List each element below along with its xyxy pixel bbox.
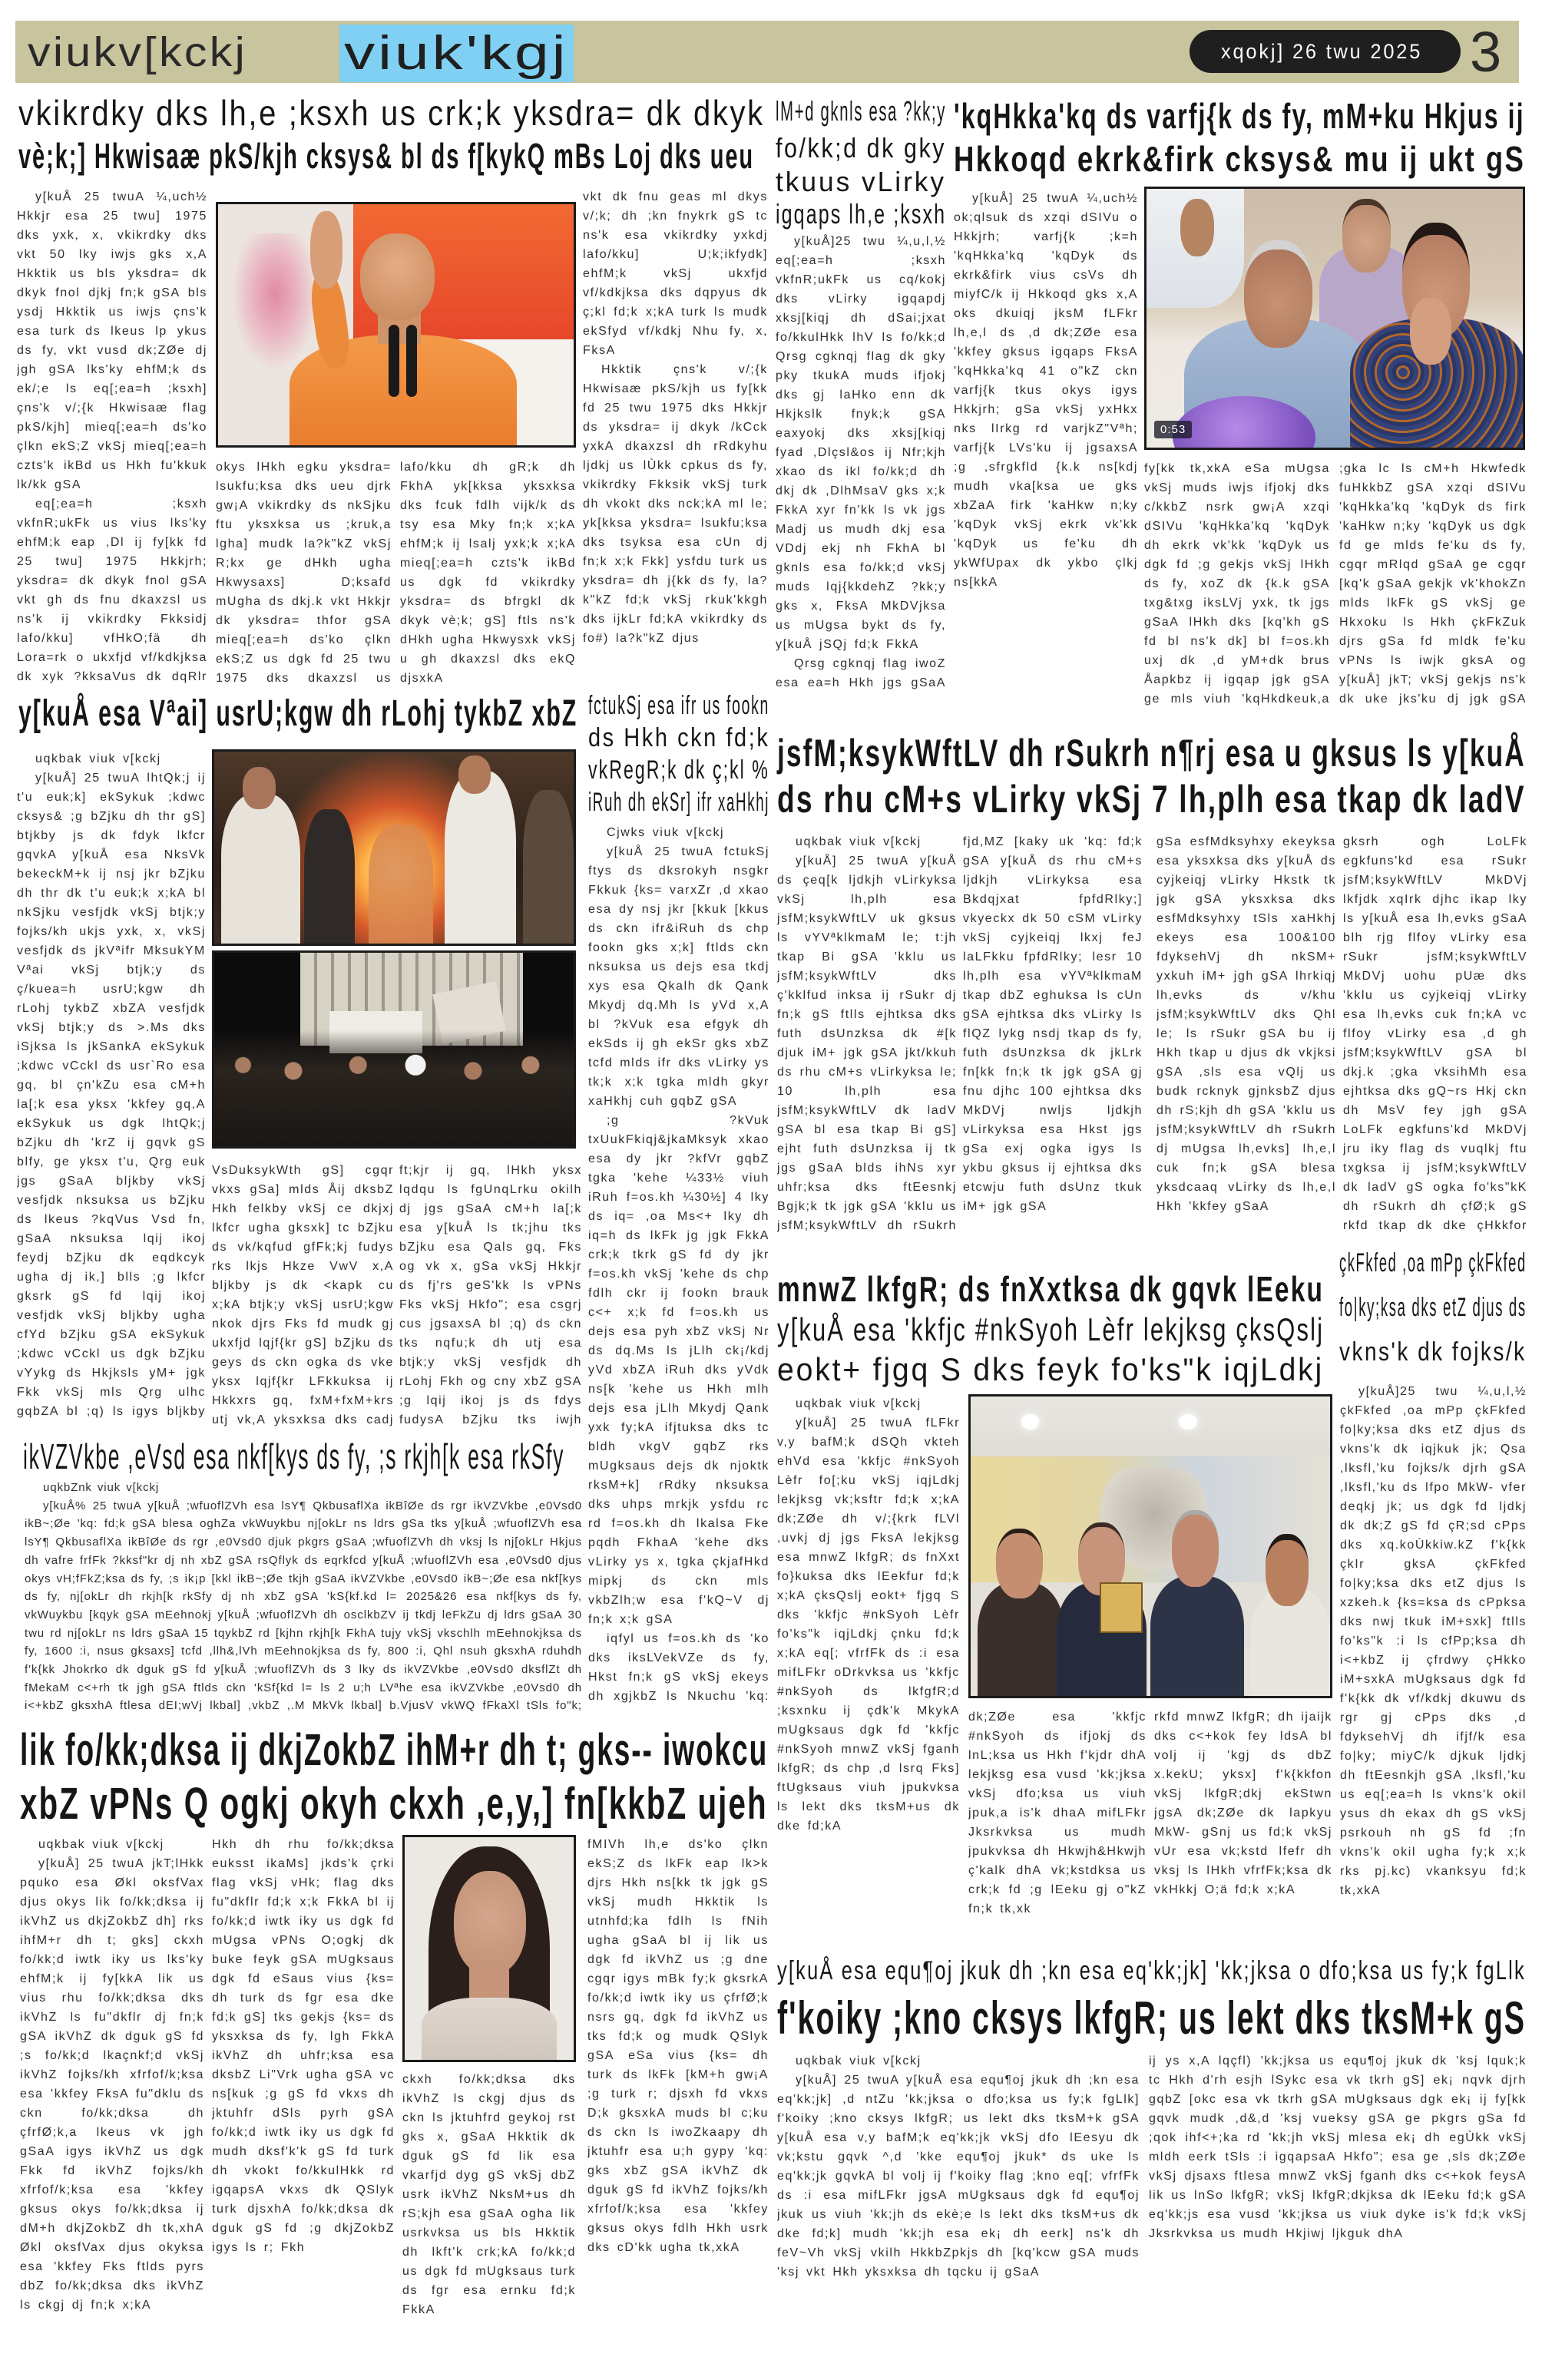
headline-accident-line-1 (776, 95, 946, 129)
subhead-text: eokt+ fjgq S dks feyk fo'ks"k iqjLdkj (777, 1351, 1325, 1387)
paragraph: VsDuksykWth gS] cgqr vkxs gSa] mlds Åij dksbZ Hkh felkby vkSj ce dkjxj lkfcr ugha gksxk] tc bZjku ds vk/kqfud gfFk;kj fudys rks lkjs Hkze VwV x,A bljkby js dk <kapk cu x;kA btjk;y vkSj usrU;kgw nkok djrs Fks fd mudk gj ukxfjd lqjf{kr gS] bZjku ds geys ds ckn ogka ds vke yksx lqjf{kr LFkkuksa ij Hkkxrs gq, fxM+fxM+krs utj vk,A yksxksa dks cadj (212, 1164, 394, 1426)
photo-man-1 (978, 1582, 1064, 1698)
headline-radiologist-line-1 (777, 731, 1526, 775)
article-ceasefire-col-1 (17, 749, 206, 1421)
headline-shivpal (777, 1992, 1526, 2045)
headline-shubhanshu-line-2 (954, 138, 1525, 181)
photo-microphone (389, 325, 399, 397)
byline: uqkbak viuk v[kckj (796, 1397, 922, 1410)
article-shubhanshu-col-3 (1339, 459, 1527, 709)
photo-man-face (1244, 240, 1312, 348)
article-ceasefire-col-3 (399, 1161, 582, 1430)
article-shubhanshu-col-1 (954, 189, 1138, 707)
photo-night-gathering (212, 950, 576, 1149)
article-urdu-col-3 (1154, 1707, 1332, 1938)
article-emergency-col-3 (400, 458, 576, 688)
photo-raised-hand (310, 211, 342, 288)
paragraph: fy[kk tk,xkA eSa mUgsa vkSj muds iwjs ifjokj dks c/kkbZ nsrk gw¡A xzqi dSIVu 'kqHkka'kq 'kqDyk dh ekrk vk'kk 'kqDyk us dgk fd ;g gekjs vkSj lHkh ds fy, xoZ dk {k.k gSA txg&txg iksLVj yxk, tk jgs gSaA lHkh dks [kq'kh gS fd bl ns'k dk] bl f=os.kh uxj dk ,d yM+dk brus Åapkbz ij igqap jgk gSA ge mls viuh 'kqHkdkeuk,a (1144, 462, 1330, 706)
paragraph: dk;ZØe esa 'kkfjc #nkSyoh ds ifjokj ds lnL;ksa us Hkh f'kjdr dhA lekjksg esa vusd 'kk;jksa vkSj dfo;ksa us viuh jpuk,a is'k dhaA mifLFkr Jksrkvksa us mudh jpukvksa dh Hkwjh&Hkwjh ç'kalk dhA vk;kstdksa us crk;k fd ;g lEeku gj o"kZ fn;k tk,xk (968, 1711, 1147, 1916)
photo-man-white-shirt-right (445, 771, 517, 946)
photo-award-ceremony (968, 1394, 1332, 1698)
paragraph: y[kuÅ] 25 twuA fLFkr v,y bafM;k dSQh vkteh ehVd esa 'kkfjc #nkSyoh Lèfr fo[;ku vkSj iqjLdkj lekjksg vk;ksftr fd;k x;kA dk;ZØe dh v/;{krk fLVl ,uvkj dj jgs FksA lekjksg esa mnwZ lkfgR; ds fnXxt fo}kuksa dks lEekfur fd;k x;kA çksQslj eokt+ fjgq S dks 'kkfjc #nkSyoh Lèfr fo'ks"k iqjLdkj çnku fd;k x;kA eq[; vfrfFk ds :i esa mifLFkr oDrkvksa us 'kkfjc #nkSyoh ds lkfgfR;d ;ksxnku ij çdk'k MkykA mUgksaus dgk fd 'kkfjc #nkSyoh mnwZ vkSj fganh lkfgR; ds chp ,d lsrq Fks] ftUgksaus viuh jpukvksa ls lekt dks tksM+us dk dke fd;kA (777, 1416, 960, 1833)
article-radiologist-col-1 (777, 832, 957, 1235)
headline-text: fctukSj esa ifr us fookn (588, 691, 770, 720)
headline-text: fo|ky;ksa dks etZ djus ds (1339, 1293, 1527, 1322)
subhead-urdu-line-1 (777, 1311, 1324, 1350)
article-ceasefire-col-2 (212, 1161, 394, 1430)
photo-crowd (214, 1030, 574, 1146)
paragraph: vkt dk fnu geas ml dkys v/;k; dh ;kn fnykrk gS tc ns'k esa vkikrdky yxkdj lafo/kku] U;k;ikfydk] ehfM;k vkSj ukxfjd vf/kdkjksa dks dqpyus dk ç;kl fd;k x;kA turk ls mudk ekSfyd vf/kdkj Nhu fy, x, FksA (583, 190, 768, 357)
photo-clothing (422, 1998, 557, 2062)
paragraph: fjd,MZ [kaky uk 'kq: fd;k gSA y[kuÅ ds rhu cM+s ljdkjh vLirkyksa esa Bkdqjxat fpfdRlky;] vkyeckx dk 50 cSM vLirky vkSj cyjkeiqj lkxj feJ laLFkku fpfdRlky; lesr 10 lh,plh esa vYVªklkmaM tkap dbZ eghuksa ls cUn gSA ejhtksa dks vLirky ls flQZ lykg nsdj tkap ds fy, futh dsUnzksa dk jkLrk fn[kk fn;k tk jgk gSA gj fnu djhc 100 ejhtksa dks MkDVj nwljs ljdkjh vLirkyksa esa Hkst jgs gSa exj ogka igys ls ykbu gksus ij ejhtksa dks etcwju futh dsUnz tkuk iM+ jgk gSA (963, 835, 1143, 1213)
headline-urdu (777, 1268, 1324, 1311)
headline-text: mnwZ lkfgR; ds fnXxtksa dk gqvk lEeku (777, 1269, 1325, 1309)
headline-text: vkns'k dk fojks/k (1339, 1337, 1527, 1367)
paragraph: Hkktik çns'k v/;{k Hkwisaæ pkS/kjh us fy[kk fd 25 twu 1975 dks Hkkjr ds yksdra= ij dkyk /kCck yxkA dkaxzsl dh rRdkyhu ljdkj us lÙkk cpkus ds fy, vkikrdky Fkksik vkSj turk dh vkokt dks nck;kA ml le; yk[kksa yksdra= lsukfu;ksa dks tsyksa esa cUn dj fn;k x;k Fkk] ysfdu turk us yksdra= dh j{kk ds fy, la?k"kZ fd;k vkSj rkuk'kkgh dks ijkLr fd;kA vkikrdky ds fo#) la?k"kZ djus (583, 363, 768, 645)
headline-text: ds Hkh ckn fd;k (588, 723, 770, 752)
headline-primary-line-3 (1339, 1337, 1527, 1376)
paragraph: rkfd mnwZ lkfgR; dh ijaijk dks c<+kok fey ldsA bl volj ij 'kgj ds dbZ x.kekU; yksx] f'k{kkfon vkSj lkfgR;dkj ekStwn jgsA dk;ZØe dk lapkyu MkW- gSnj us fd;k vkSj vUr esa vk;kstd lfefr dh vksj ls lHkh vfrfFk;ksa dk vkHkkj O;ä fd;k x;kA (1154, 1711, 1332, 1896)
photo-blurred-poster (233, 233, 318, 369)
paragraph: y[kuÅ] 25 twuA y[kuÅ esa equ¶oj jkuk dh ;kn esa eq'kk;jk] ,d ntZu 'kk;jksa o dfo;ksa us fy;k fgLlk] f'koiky ;kno cksys lkfgR; us lekt dks tksM+k gSA y[kuÅ esa v,y bafM;k eq'kk;jk vkSj dfo lEesyu dk vk;kstu gqvk ^,d 'kke equ¶oj jkuk* ds uke ls eq'kk;jk gqvkA bl volj ij f'koiky flag ;kno eq[; vfrfFk ds :i esa mifLFkr jgsA mUgksaus dgk fd equ¶oj jkuk us viuh 'kk;jh ds ekè;e ls lekt dks tksM+us dk dke fd;k] mudh 'kk;jh esa ek¡ dh eerk] ns'k dh feV~Vh vkSj vkilh HkkbZpkjs dh [kq'kcw gSA muds 'ksj vkt Hkh yksxksa dh tqcku ij gSaA (777, 2074, 1140, 2279)
subhead-text: y[kuÅ esa 'kkfjc #nkSyoh Lèfr lekjksg çksQslj (777, 1311, 1325, 1347)
paragraph: y[kuÅ] 25 twuA lhtQk;j ij t'u euk;k] ekSykuk ;kdwc cksys& ;g bZjku dh thr gS] btjkby js dk fdyk lkfcr gqvkA y[kuÅ esa NksVk bekeckM+k ij nsj jkr bZjku dh thr dk t'u euk;k x;kA bl nkSjku vesfjdk vkSj btjk;y fojks/kh ukjs yxk, x, vkSj vesfjdk ds jkVªifr MksukYM Vªai vkSj btjk;y ds ç/kuea=h usrU;kgw dh rLohj tykbZ xbZA vesfjdk vkSj btjk;y ds >.Ms dks iSjksa ls jkSankA ekSykuk ;kdwc vCckl ds usr`Ro esa gq, bl çn'kZu esa cM+h la[;k esa yksx 'kkfey gq,A ekSykuk us dgk lhtQk;j bZjku dh 'krZ ij gqvk gS blfy, ge yksx t'u, Qrg euk jgs gSaA bljkby vkSj vesfjdk nksuksa us bZjku ds lkeus ?kqVus Vsd fn, gSaA nksuksa lqij ikoj feydj bZjku dk eqdkcyk ugha dj ik,] blls ;g lkfcr gksrk gS fd lqij ikoj vesfjdk vkSj bljkby ugha cfYd bZjku gSA ekSykuk ;kdwc vCckl us dgk bZjku vYykg ds Hkjksls yM+ jgk Fkk vkSj mls Qrg ulhc gqbZA bl ;q) ls igys bljkby (17, 772, 206, 1418)
headline-bijnor-line-2 (588, 723, 769, 755)
paragraph: ;g ?kVuk txUukFkiqj&jkaMksyk xkao esa dy jkr ?kfVr gqbZ tgka 'kehe ¼33½ viuh iRuh f=os.kh ¼30½] 4 lky ds iq= ,oa Ms<+ lky dh iq=h ds lkFk jg jgk FkkA crk;k tkrk gS fd dy jkr f=os.kh vkSj 'kehe ds chp fdlh ckr ij fookn brauk c<+ x;k fd f=os.kh us dejs esa pyh xbZ vkSj Nr ds dq.Ms ls jLlh ck¡/kdj yVd xbZA iRuh dks yVdk ns[k 'kehe us Hkh mlh dejs esa jLlh Mkydj Qank yxk fy;kA ifjtuksa dks tc bldh vkgV gqbZ rks mUgksaus dejs dk njoktk rksM+k] rRdky nksuksa dks uhps mrkjk ysfdu rc rd f=os.kh dh lkalsa Fke pqdh FkhaA 'kehe dks vLirky ys x, tgka çkjafHkd mipkj ds ckn mls vkbZlh;w esa f'kQ~V dj fn;k x;k gSA (588, 1114, 769, 1626)
paragraph: y[kuÅ% 25 twuA y[kuÅ ;wfuoflZVh esa lsY¶ QkbusaflXa ikBîØe ds rgr ikVZVkbe ,e0Vsd0 ikB~;Øe 'kq: fd;k gSA blesa oghZa vkWuykbu nj[okLr ns ldrs gSa tks y[kuÅ ;wfuoflZVh esa lsY¶ QkbusaflXa ikBîØe ds rgr ,e0Vsd0 djuk pkgrs gSaA ;wfuoflZVh dh vksj ls nj[okLr Hkjus dh vafre frfFk ?kksf"kr dj nh xbZ gSA rsQflyk ds eqrkfcd y[kuÅ ;wfuoflZVh esa ,e0Vsd0 djus okys vH;fFkZ;ksa ds fy, ;s ik¡p [kkl ikB~;Øe tkjh gSaA ikVZVkbe ,e0Vsd0 ikB~;Øe esa nkf[kys ds fy, nj[okLr dh rkjh[k rkSfy dj nh xbZ gSA 'kS{kf.kd l= 2025&26 esa nkf[kys ds fy, vkWuykbu [kqyk gSA mEehnokj y[kuÅ ;wfuoflZVh dh osclkbZV ij tkdj leFkZu dj ldrs gSaA 30 twu rd nj[okLr ns ldrs gSaA 15 tqykbZ rd [kjhn rkjh[k FkhA tujy vkSj vkschlh mEehnokjksa ds fy, 1600 :i, nsus gksaxs] tcfd ,llh&,lVh mEehnokjksa ds fy, 800 :i, Qhl nsuh gksxhA rduhdh f'k{kk Jhokrko dk dguk gS fd y[kuÅ ;wfuoflZVh ds 3 lky ds ikVZVkbe ,e0Vsd0 dksflZt dh fMekaM c<+rh tk jgh gSA ftlds ckn 'kSf{kd l= ls 2 u;h LVªhe esa ikVZVkbe ,e0Vsd0 dh i<+kbZ gksxhA ftlesa dEI;wVj lkbal] ,vkbZ ,.M MkVk lkbal] b.VjusV vkWQ fFkaXl tSls fo"k; (25, 1499, 582, 1713)
headline-text: jsfM;ksykWftLV dh rSukrh n¶rj esa u gksus ls y[kuÅ (777, 732, 1526, 775)
paragraph: Qrsg cgknqj flag iwoZ esa ea=h Hkh jgs gSaA (776, 657, 946, 689)
paragraph: ckxh fo/kk;dksa dks ikVhZ ls ckgj djus ds ckn ls jktuhfrd geykoj rst gks x, gSaA Hkktik dk dguk gS fd lik esa vkarfjd dyg gS vkSj dbZ usrk ikVhZ NksM+us dh rS;kjh esa gSaA ogha lik usrkvksa us bls Hkktik dh lkft'k crk;kA fo/kk;d us dgk fd mUgksaus turk ds fgr esa ernku fd;k FkkA (402, 2073, 576, 2316)
paragraph: Hkh dh rhu fo/kk;dksa euksst ikaMs] jkds'k çrki flag vkSj vHk; flag dks fu"dkflr fd;k x;k FkkA bl ij fo/kk;d iwtk iky us dgk fd mUgsa vPNs O;ogkj dk buke feyk gSA mUgksaus dgk fd eSaus vius {ks= dh turk ds fgr esa dke fd;k gS] tks gekjs {ks= ds yksxksa ds fy, lgh FkkA ikVhZ dh uhfr;ksa esa dksbZ Li"Vrk ugha gSA vc ns[kuk ;g gS fd vkxs dh jktuhfr dSls pyrh gSA fo/kk;d iwtk iky us dgk fd mudh dksf'k'k gS fd turk dh vkokt fo/kkulHkk rd igqapsA vkxs dk QSlyk turk djsxhA fo/kk;dksa dk dguk gS fd ;g dkjZokbZ igys ls r; Fkh (212, 1838, 395, 2254)
byline: uqkbak viuk v[kckj (35, 752, 161, 765)
section-label-text: viuk'kgj (344, 27, 569, 80)
article-accident-body (776, 232, 946, 693)
paragraph: eq[;ea=h ;ksxh vkfnR;ukFk us vius lks'ky ehfM;k eap ,Dl ij fy[kk fd 25 twu] 1975 Hkkjrh; yksdra= dk dkyk fnol gSA vkt gh ds fnu dkaxzsl us ns'k ij vkikrdky Fkksidj lafo/kku] vfHkO;fä dh Lora=rk o ukxfjd vf/kdkjksa dk xyk ?kksaVus dk dqRlr (17, 497, 207, 683)
headline-text: lik fo/kk;dksa ij dkjZokbZ ihM+r dh t; gks-- iwokcu (20, 1725, 769, 1775)
headline-accident-line-3 (776, 166, 946, 200)
byline: uqkbak viuk v[kckj (38, 1838, 164, 1851)
byline: uqkbZnk viuk v[kckj (43, 1481, 160, 1494)
headline-shubhanshu-line-1 (954, 95, 1525, 137)
photo-praying-hands (1410, 298, 1451, 365)
paragraph: y[kuÅ]25 twu ¼,u,l,½ çkFkfed ,oa mPp çkFkfed fo|ky;ksa dks etZ djus ds vkns'k dk iqjkuk jk; Qsa ,lksfl,'ku fojks/k djrh gSA ,lksfl,'ku ds lfpo MkW- vfer deqkj jk; us dgk fd ljdkj dk dk;Z gS fd çR;sd cPps dks xq.koÙkkiw.kZ f'k{kk çkIr gksA çkFkfed fo|ky;ksa dks etZ djus ls xzkeh.k {ks=ksa ds cPpksa dks nwj tkuk iM+sxk] ftlls fo'ks"k :i ls cfPp;ksa dh i<+kbZ ij çfrdwy çHkko iM+sxkA mUgksaus dgk fd f'k{kk dk vf/kdkj dkuwu ds rgr gj cPps dks ,d fdyksehVj dh ifjf/k esa fo|ky; miyC/k djkuk ljdkj dh ftEesnkjh gSA ,lksfl,'ku us eq[;ea=h ls vkns'k okil ysus dh ekax dh gS vkSj psrkouh nh gS fd ;fn vkns'k okil ugha fy;k x;k rks pj.kc) vkanksyu fd;k tk,xkA (1340, 1385, 1527, 1897)
photo-award-plaque (1100, 1582, 1142, 1633)
article-urdu-col-1 (777, 1394, 960, 1951)
headline-text: xbZ vPNs Q ogkj okyh ckxh ,e,y,] fn[kkbZ ujeh (20, 1779, 768, 1829)
paragraph: y[kuÅ] 25 twuA y[kuÅ ds çeq[k ljdkjh vLirkyksa vkSj lh,plh esa jsfM;ksykWftLV uk gksus ls vYVªklkmaM le; t:jh tkap Bi gSA 'kklu us jsfM;ksykWftLV dks ç'kklfud inksa ij rSukr dj fn;k gS ftlls ejhtksa dks futh dsUnzksa dk #[k djuk iM+ jgk gSA jkt/kkuh ds rhu cM+s vLirkyksa le; 10 lh,plh esa jsfM;ksykWftLV dk ladV gSA bl esa tkap Bi gS] ejht futh dsUnzksa ij tk jgs gSaA blds ihNs xyr uhfr;ksa dks ftEesnkj Bgjk;k tk jgk gSA 'kklu us jsfM;ksykWftLV dh rSukrh (777, 854, 957, 1232)
headline-text: vkRegR;k dk ç;kl % (588, 755, 769, 785)
paragraph: fMIVh lh,e ds'ko çlkn ekS;Z ds lkFk eap lk>k djrs Hkh ns[kk tk jgk gS vkSj mudh Hkktik ls utnhfd;ka fdlh ls fNih ugha gSaA bl ij lik us dgk fd ikVhZ us ;g dne cgqr igys mBk fy;k gksrkA fo/kk;d iwtk iky us çfrfØ;k nsrs gq, dgk fd ikVhZ us tks fd;k og mudk QSlyk gSA eSa vius {ks= dh turk ds lkFk [kM+h gw¡A ;g turk r; djsxh fd vkxs D;k gksxkA muds bl c;ku ds ckn ls iwoZkaapy dh jktuhfr esa u;h gypy 'kq: gks xbZ gSA ikVhZ dk dguk gS fd ikVhZ fojks/kh xfrfof/k;ksa esa 'kkfey gksus okys fdlh Hkh usrk dks cD'kk ugha tk,xkA (587, 1838, 769, 2254)
article-sp-col-1 (20, 1835, 204, 2334)
article-primary-body (1340, 1382, 1527, 1939)
photo-face (243, 767, 275, 809)
headline-accident-line-2 (776, 132, 946, 166)
section-label (344, 25, 568, 82)
photo-neck (469, 1966, 510, 2002)
headline-text: fo/kk;d dk gky (776, 132, 947, 164)
paragraph: y[kuÅ]25 twu ¼,u,l,½ eq[;ea=h ;ksxh vkfnR;ukFk us cq/kokj dks vLirky igqapdj xksj[kiqj dh dSai;jxat fo/kkulHkk lhV ls fo/kk;d Qrsg cgknqj flag dk gky pky tkukA muds ifjokj dks gj laHko enn dk Hkjkslk fnyk;k gSA eaxyokj dks xksj[kiqj fyad ,Dlçsl&os ij Nfr;kjh xkao ds ikl fo/kk;d dh dkj dk ,DlhMsaV gks x;k FkkA xyr fn'kk ls vk jgs Madj us mudh dkj esa VDdj ekj nh FkhA bl gknls esa fo/kk;d vkSj muds lqj{kkdehZ ?kk;y gks x, FksA MkDVjksa us mUgsa bykt ds fy, y[kuÅ jSQj fd;k FkkA (776, 235, 946, 651)
headline-text: ds rhu cM+s vLirky vkSj 7 lh,plh esa tkap dk ladV (777, 778, 1526, 821)
headline-ceasefire (18, 693, 577, 739)
article-radiologist-col-2 (963, 832, 1143, 1235)
photo-man-orange-shirt (369, 825, 433, 946)
newspaper-name-text: viukv[kckj (28, 29, 248, 75)
headline-text: iRuh dh ekSr] ifr xaHkhj (588, 788, 770, 817)
article-emergency-col-2 (216, 458, 392, 688)
headline-bijnor-line-3 (588, 755, 769, 788)
headline-text: vè;k;] Hkwisaæ pkS/kjh cksys& bl ds f[kykQ mBs Loj dks ueu (18, 136, 755, 176)
photo-microphone (406, 325, 417, 397)
page-number: 3 (1470, 20, 1502, 84)
article-sp-col-2 (212, 1835, 395, 2334)
paragraph: ij ys x,A lqçfl) 'kk;jksa us equ¶oj jkuk dk 'ksj lquk;k tc Hkh d'rh esjh lSykc esa vk tkrh gS] ek¡ nqvk djrh gqbZ [okc esa vk tkrh gSA mUgksaus dgk ek¡ ij fy[kk gqvk mudk ,d&,d 'ksj vueksy gSA ge pkgrs gSa fd ;qok ihf<+;ka rd 'kk;jh vkSj mlesa ek¡ dh egÙkk vkSj mldh eerk tSls :i igqapsaA Hkfo"; esa ge ,sls dk;ZØe vkSj djsaxs ftlesa mnwZ vkSj fganh dks c<+kok feysA lik us lnSo lkfgR; vkSj lkfgR;dkjksa dk lEeku fd;k gSA eq'kk;js esa vusd 'kk;jksa us viuk dyke is'k fd;k vkSj Jksrkvksa us mudh Hkjiwj ljkguk dhA (1149, 2054, 1527, 2240)
photo-parents-watching (1144, 187, 1525, 450)
photo-face (996, 1529, 1043, 1599)
paragraph: gSa esfMdksyhxy ekeyksa esa yksxksa dks y[kuÅ ds cyjkeiqj vLirky Hkstk tk jgk gSA yksxksa dks esfMdksyhxy tSls xaHkhj ekeys esa 100&100 fdyksehVj dh nkSM+ yxkuh iM+ jgh gSA lhrkiqj lh,evks ds v/khu jsfM;ksykWftLV dks Qhl le; ls rSukr gSA bu ij Hkh tkap u djus dk vkjksi gSA ,sls esa vQlj us budk rcknyk gjnksbZ djus dh rS;kjh dh gSA 'kklu us jsfM;ksykWftLV dh rSukrh dj mUgsa lh,evks] lh,e,l cuk fn;k gSA blesa yksdcaaq vLirky ds lh,e,l Hkh 'kkfey gSaA (1156, 835, 1336, 1213)
subhead-text: y[kuÅ esa equ¶oj jkuk dh ;kn esa eq'kk;jk] 'kk;jksa o dfo;ksa us fy;k fgLlk (777, 1956, 1526, 1985)
photo-head (360, 233, 435, 320)
article-parttime-body (25, 1479, 582, 1716)
photo-cm-yogi-speech (216, 202, 576, 448)
article-sp-col-3 (402, 2070, 576, 2339)
headline-text: ikVZVkbe ,eVsd esa nkf[kys ds fy, ;s rkjh[k esa rkSfy (23, 1436, 565, 1476)
photo-face (1172, 1510, 1219, 1587)
headline-parttime (23, 1436, 564, 1476)
headline-accident-line-4 (776, 198, 946, 232)
photo-face-back-woman (1342, 199, 1391, 273)
video-timestamp: 0:53 (1154, 421, 1192, 438)
headline-primary-line-2 (1339, 1293, 1527, 1331)
article-shivpal-col-2 (1149, 2051, 1527, 2339)
article-sp-col-4 (587, 1835, 769, 2334)
headline-text: vkikrdky dks lh,e ;ksxh us crk;k yksdra= dk dkyk (18, 93, 765, 133)
paragraph: y[kuÅ] 25 twuA jkT;lHkk pquko esa Økl oksfVax djus okys lik fo/kk;dksa ij ikVhZ us dkjZokbZ dh] rks ihfM+r dh t; gks] ckxh fo/kk;d iwtk iky us lks'ky ehfM;k ij fy[kkA lik us vius rhu fo/kk;dksa dks ikVhZ ls fu"dkflr dj fn;k gSA ikVhZ dk dguk gS fd ;s fo/kk;d lkaçnkf;d vkSj ikVhZ fojks/kh xfrfof/k;ksa esa 'kkfey FksA fu"dklu ds ckn fo/kk;dksa dh çfrfØ;k,a lkeus vk jgh gSaA igys ikVhZ us dgk Fkk fd ikVhZ fojks/kh xfrfof/k;ksa esa 'kkfey gksus okys fo/kk;dksa ij dM+h dkjZokbZ dh tk,xhA Økl oksfVax djus okyksa esa 'kkfey Fks ftlds pyrs dbZ fo/kk;dksa dks ikVhZ ls ckgj dj fn;k x;kA (20, 1857, 204, 2312)
photo-effigy-burning (212, 749, 576, 946)
paragraph: ;gka lc ls cM+h Hkwfedk fuHkkbZ gSA xzqi dSIVu 'kqHkka'kq 'kqDyk ds firk 'kaHkw n;ky 'kqDyk us dgk fd ge mlds fe'ku ds fy, cgqr mRlqd gSaA ge cgqr [kq'k gSaA gekjk vk'khokZn mlds lkFk gS vkSj ge Hkxoku ls Hkh çkFkZuk djrs gSa fd mldk fe'ku vPNs ls iwjk gksA og y[kuÅ] jkT; vkSj gekjs ns'k dk uke jks'ku dj jgk gSA (1339, 462, 1527, 706)
article-emergency-col-4 (583, 187, 768, 686)
issue-date (1221, 30, 1422, 73)
byline: uqkbak viuk v[kckj (796, 2054, 922, 2068)
headline-emergency-line-1 (18, 92, 765, 135)
photo-mla-portrait (402, 1835, 576, 2062)
newspaper-name (28, 23, 247, 81)
paragraph: lafo/kku dh gR;k dh FkhA yk[kksa yksxksa dks fcuk fdlh vijk/k ds tsy esa Mky fn;k x;kA ehfM;k ij lsalj yxk;k x;kA mieq[;ea=h czts'k ikBd us dgk fd vkikrdky yksdra= ds bfrgkl dk dkyk vè;k; gS] ftls ns'k dHkh ugha Hkwysxk vkSj u gh dkaxzsl dks ekQ djsxkA (400, 461, 576, 685)
paragraph: gksrh ogh LoLFk egkfuns'kd esa rSukr jsfM;ksykWftLV MkDVj lkfjdk xqIrk djhc ikap lky ls y[kuÅ esa lh,evks gSaA blh rjg flfoy vLirky esa rSukr jsfM;ksykWftLV MkDVj uohu pUæ dks 'kklu us cyjkeiqj vLirky esa lh,evks cuk fn;kA vc flfoy vLirky esa ,d gh jsfM;ksykWftLV gSA bl dkj.k ;gka vksihMh esa ejhtksa dks gQ~rs Hkj ckn dh MsV fey jgh gSA LoLFk egkfuns'kd MkDVj jru iky flag ds vuqlkj ftu txgksa ij jsfM;ksykWftLV dk ladV gS ogka fo'ks"kK dh rSukrh dh çfØ;k gS rkfd tkap dk dke çHkkfor (1343, 835, 1527, 1232)
headline-text: Hkkoqd ekrk&firk cksys& mu ij ukt gS (954, 139, 1526, 179)
photo-person-right (523, 790, 574, 946)
paragraph: y[kuÅ] 25 twuA ¼,uch½ ok;qlsuk ds xzqi dSIVu o Hkkjrh; varfj{k ;k=h 'kqHkka'kq 'kqDyk ds ekrk&firk vius csVs dh miyfC/k ij Hkkoqd gks x,A oks dkuiqj jksM fLFkr lh,e,l ds ,d dk;ZØe esa 'kkfey gksus igqaps FksA 'kqHkka'kq 41 o"kZ ckn varfj{k tkus okys igys Hkkjrh; gSa vkSj yxHkx nks lIrkg rd varjkZ"Vªh; varfj{k LVs'ku ij jgsaxsA ;g ,sfrgkfld {k.k ns[kdj mudh vka[ksa ue gks xbZaA firk 'kaHkw n;ky 'kqDyk vkSj ekrk vk'kk 'kqDyk us fe'ku dh ykWfUpax dk ykbo çlkj ns[kkA (954, 192, 1138, 589)
headline-emergency-line-2 (18, 135, 754, 180)
photo-ceiling-light (1179, 1414, 1196, 1430)
paragraph: y[kuÅ 25 twuA fctukSj ftys ds dksrokyh nsgkr Fkkuk {ks= varxZr ,d xkao esa dy nsj jkr [kkuk [kkus ds ckn ifr&iRuh ds chp fookn gks x;k] ftlds ckn nksuksa us dejs esa tkdj xys esa Qkalh dk Qank Mkydj dq.Mh ls yVd x,A bl ?kVuk esa efgyk dh ekSds ij gh ekSr gks xbZ tcfd mlds ifr dks vLirky ys tk;k x;k tgka mldh gkyr xaHkhj cuh gqbZ gSA (588, 845, 769, 1108)
photo-face (1266, 1534, 1309, 1606)
photo-face (458, 755, 491, 794)
article-bijnor-body (588, 823, 769, 1706)
article-shubhanshu-col-2 (1144, 459, 1330, 709)
photo-man-white-shirt (221, 794, 300, 946)
headline-text: igqaps lh,e ;ksxh (776, 198, 947, 230)
subhead-shivpal (777, 1956, 1526, 1988)
article-shivpal-col-1 (777, 2051, 1140, 2339)
paragraph: iqfyl us f=os.kh ds 'ko dks iksLVekVZe ds fy, Hkst fn;k gS vkSj ekeys dh xgjkbZ ls Nkuchu 'kq: (588, 1632, 769, 1703)
headline-radiologist-line-2 (777, 777, 1526, 821)
issue-date-text: xqokj] 26 twu 2025 (1221, 40, 1423, 63)
subhead-urdu-line-2 (777, 1351, 1324, 1390)
article-radiologist-col-3 (1156, 832, 1336, 1235)
photo-face (454, 1871, 527, 1975)
headline-text: çkFkfed ,oa mPp çkFkfed (1339, 1248, 1527, 1278)
paragraph: ft;kjr ij gq, lHkh yksx lqdqu ls fgUnqLrku okilh dj jgs gSaA cM+h la[;k esa y[kuÅ ls tk;jhu tks bZjku esa Qals gq, Fks og vk x, gSa vkSj Hkkjr ds fj'rs geS'kk ls vPNs Fks vkSj Hkfo"; esa csgrj cus jgsaxsA bl ;q) ds ckn tks nqfu;k dh utj esa btjk;y vkSj vesfjdk dh rLohj Fkh og cny xbZ gSA ;g lqij ikoj js ds fdys fudysA bZjku tks iwjh (399, 1164, 582, 1426)
paragraph: y[kuÅ 25 twuA ¼,uch½ Hkkjr esa 25 twu] 1975 dks yxk, x, vkikrdky dks vkt 50 lky iwjs gks x,A Hkktik us bls yksdra= dk dkyk fnol djkj fn;k gSA bls ysdj Hkktik us iwjs çns'k esa turk ds lkeus lp ykus ds fy, vkt vusd dk;ZØe dj jgh gSA lks'ky ehfM;k ds ek/;e ls eq[;ea=h ;ksxh] çns'k v/;{k Hkwisaæ flag pkS/kjh] mieq[;ea=h ds'ko çlkn ekS;Z vkSj mieq[;ea=h czts'k ikBd us Hkh fu'kkuk lk/kk gSA (17, 190, 207, 491)
photo-man-dark-shirt (304, 809, 355, 946)
photo-face-back-left (1180, 199, 1214, 256)
byline: Cjwks viuk v[kckj (607, 826, 725, 839)
headline-text: 'kqHkka'kq ds varfj{k ds fy, mM+ku Hkjus ij (954, 96, 1525, 136)
headline-text: f'koiky ;kno cksys lkfgR; us lekt dks tksM+k gS (777, 1992, 1527, 2044)
article-emergency-col-1 (17, 187, 207, 686)
photo-ceiling-light (1021, 1414, 1039, 1430)
headline-text: tkuus vLirky (776, 166, 947, 197)
headline-sp-line-1 (20, 1724, 768, 1777)
article-radiologist-col-4 (1343, 832, 1527, 1235)
byline: uqkbak viuk v[kckj (796, 835, 922, 848)
headline-text: y[kuÅ esa Vªai] usrU;kgw dh rLohj tykbZ xbZ (18, 693, 578, 734)
headline-text: lM+d gknls esa ?kk;y (776, 95, 947, 127)
article-urdu-col-2 (968, 1707, 1147, 1938)
paragraph: okys lHkh egku yksdra= lsukfu;ksa dks ueu djrk gw¡A vkikrdky ds nkSjku ftu yksxksa us ;kruk,a lgha] mudk la?k"kZ vkSj R;kx ge dHkh ugha Hkwysaxs] D;ksafd mUgha ds dkj.k vkt Hkkjr dk yksdra= thfor gSA mieq[;ea=h ds'ko çlkn ekS;Z us dgk fd 25 twu 1975 dks dkaxzsl us (216, 461, 392, 685)
photo-man-3 (1150, 1576, 1244, 1698)
headline-primary-line-1 (1339, 1248, 1527, 1287)
headline-bijnor-line-1 (588, 691, 769, 723)
headline-bijnor-line-4 (588, 788, 769, 820)
headline-sp-line-2 (20, 1778, 768, 1830)
